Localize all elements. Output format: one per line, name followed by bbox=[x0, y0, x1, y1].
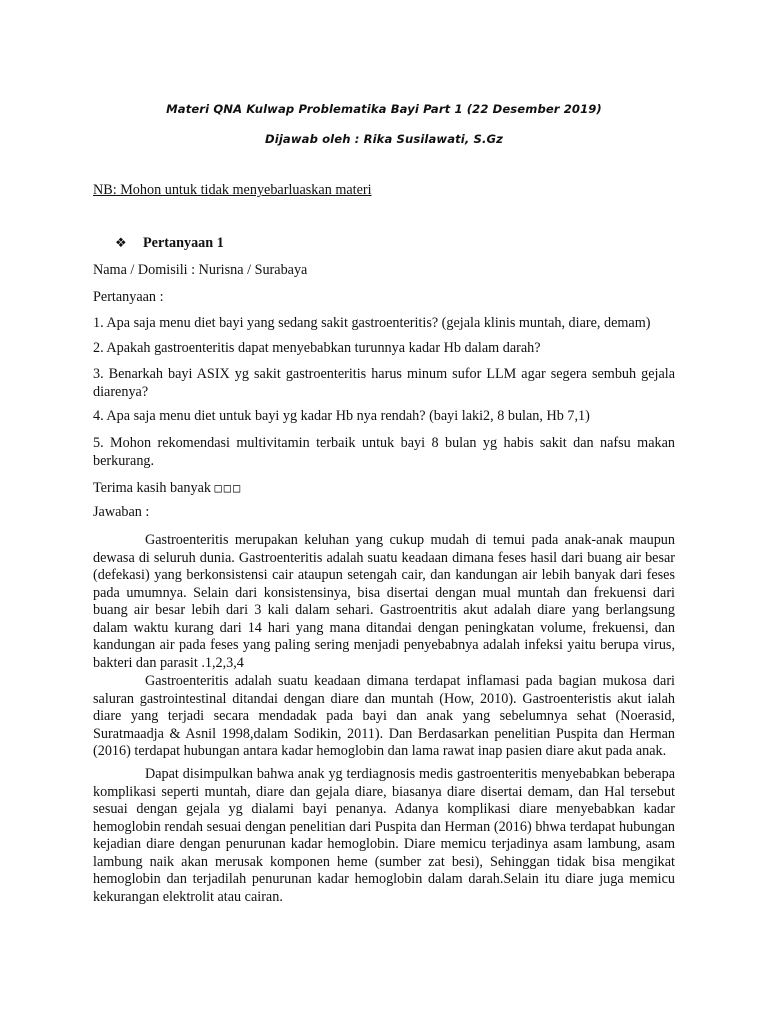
question-heading bbox=[115, 234, 224, 253]
answer-paragraph: Gastroenteritis adalah suatu keadaan dimana terdapat inflamasi pada bagian mukosa dari saluran gastrointestinal ditandai dengan diare dan muntah (How, 2010). Gastroenteristis akut ialah diare yang terjadi secara mendadak pada bayi dan anak yang sebelumnya sehat (Noerasid, Suratmaadja & Asnil 1998,dalam Sodikin, 2011). Dan Berdasarkan penelitian Puspita dan Herman (2016) terdapat hubungan antara kadar hemoglobin dan lama rawat inap pasien diare akut pada anak. bbox=[93, 673, 675, 759]
emoji-placeholder-icon: □□□ bbox=[214, 481, 243, 495]
question-item: 3. Benarkah bayi ASIX yg sakit gastroenteritis harus minum sufor LLM agar segera sembuh gejala diarenya? bbox=[93, 366, 675, 400]
question-item: 4. Apa saja menu diet untuk bayi yg kadar Hb nya rendah? (bayi laki2, 8 bulan, Hb 7,1) bbox=[93, 408, 590, 424]
answer-label: Jawaban : bbox=[93, 504, 150, 520]
document-author: Dijawab oleh : Rika Susilawati, S.Gz bbox=[265, 132, 503, 146]
thanks-line bbox=[93, 480, 242, 498]
document-title: Materi QNA Kulwap Problematika Bayi Part 1 (22 Desember 2019) bbox=[166, 102, 602, 116]
asker-identity: Nama / Domisili : Nurisna / Surabaya bbox=[93, 262, 308, 278]
question-heading-label: Pertanyaan 1 bbox=[143, 235, 224, 251]
answer-paragraph: Gastroenteritis merupakan keluhan yang cukup mudah di temui pada anak-anak maupun dewasa di seluruh dunia. Gastroenteritis adalah suatu keadaan dimana feses hasil dari buang air besar (defekasi) yang berkonsistensi cair ataupun setengah cair, dan kandungan air lebih banyak dari feses pada umumnya. Selain dari konsistensinya, bisa disertai dengan mual muntah dan frekuensi dari buang air besar lebih dari 3 kali dalam sehari. Gastroentritis akut adalah diare yang berlangsung dalam waktu kurang dari 14 hari yang mana ditandai dengan peningkatan volume, frekuensi, dan kandungan air pada feses yang paling sering menjadi penyebabnya adalah infeksi yaitu berupa virus, bakteri dan parasit .1,2,3,4 bbox=[93, 532, 675, 671]
question-item: 1. Apa saja menu diet bayi yang sedang sakit gastroenteritis? (gejala klinis muntah, diare, demam) bbox=[93, 315, 651, 331]
questions-label: Pertanyaan : bbox=[93, 289, 164, 305]
question-item: 5. Mohon rekomendasi multivitamin terbaik untuk bayi 8 bulan yg habis sakit dan nafsu makan berkurang. bbox=[93, 435, 675, 469]
question-item: 2. Apakah gastroenteritis dapat menyebabkan turunnya kadar Hb dalam darah? bbox=[93, 340, 541, 356]
thanks-text: Terima kasih banyak bbox=[93, 480, 211, 496]
diamond-bullet-icon: ❖ bbox=[115, 235, 127, 250]
answer-paragraph: Dapat disimpulkan bahwa anak yg terdiagnosis medis gastroenteritis menyebabkan beberapa komplikasi seperti muntah, diare dan gejala diare, biasanya diare disertai demam, dan Hal tersebut sesuai dengan gejala yg dialami bayi penanya. Adanya komplikasi diare menyebabkan kadar hemoglobin rendah sesuai dengan penelitian dari Puspita dan Herman (2016) bhwa terdapat hubungan kejadian diare dengan penurunan kadar hemoglobin. Diare memicu terjadinya asam lambung, asam lambung naik akan merusak komponen heme (sumber zat besi), Sehinggan tidak bisa mengikat hemoglobin dan terjadilah penurunan kadar hemoglobin dalam darah.Selain itu diare juga memicu kekurangan elektrolit atau cairan. bbox=[93, 766, 675, 905]
document-page bbox=[93, 0, 675, 1024]
distribution-note: NB: Mohon untuk tidak menyebarluaskan materi bbox=[93, 182, 372, 198]
